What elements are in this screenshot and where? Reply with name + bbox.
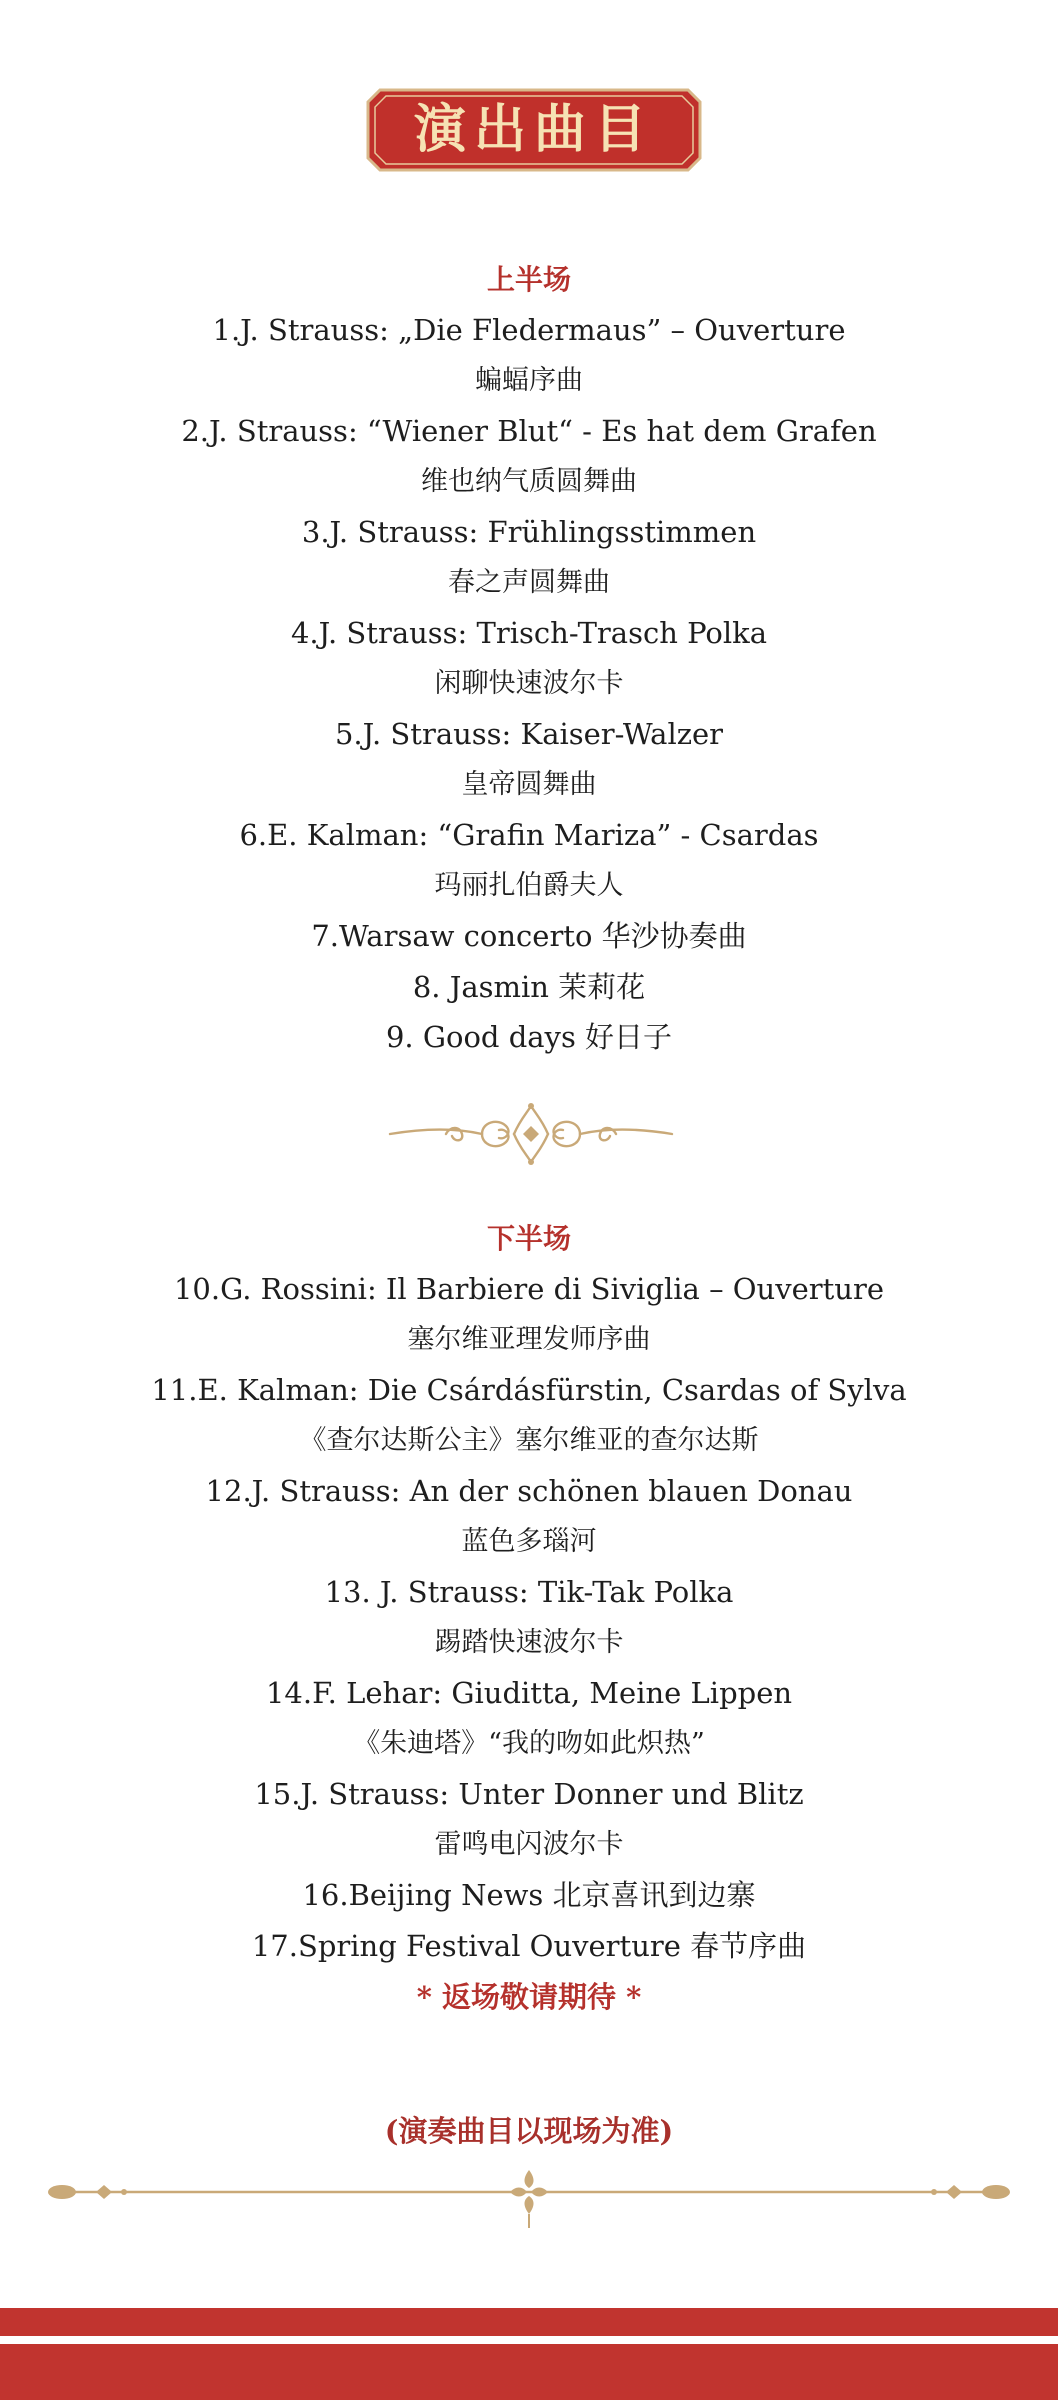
program-item-translation: 皇帝圆舞曲 [461, 768, 597, 800]
program-item: 5.J. Strauss: Kaiser-Walzer [334, 717, 724, 751]
program-item: 7.Warsaw concerto 华沙协奏曲 [311, 919, 747, 953]
program-item-translation: 闲聊快速波尔卡 [434, 667, 624, 699]
program-item-translation: 雷鸣电闪波尔卡 [434, 1828, 624, 1860]
program-item: 9. Good days 好日子 [385, 1020, 673, 1054]
bottom-line-divider [44, 2168, 1014, 2232]
program-item: 15.J. Strauss: Unter Donner und Blitz [254, 1777, 804, 1811]
program-item: 11.E. Kalman: Die Csárdásfürstin, Csardas of Sylva [151, 1373, 907, 1407]
program-item-translation: 蝙蝠序曲 [475, 364, 583, 396]
bottom-stripe-thick [0, 2344, 1058, 2400]
encore-note: * 返场敬请期待 * [416, 1980, 642, 2014]
program-item: 10.G. Rossini: Il Barbiere di Siviglia – Ouverture [173, 1272, 885, 1306]
ornament-divider [386, 1098, 676, 1170]
program-item-translation: 维也纳气质圆舞曲 [421, 465, 637, 497]
program-item-translation: 《查尔达斯公主》塞尔维亚的查尔达斯 [299, 1424, 759, 1456]
first-half-program-list [0, 305, 1058, 1063]
program-item: 17.Spring Festival Ouverture 春节序曲 [251, 1928, 807, 1963]
program-item-translation: 蓝色多瑙河 [461, 1525, 597, 1557]
program-disclaimer: (演奏曲目以现场为准) [384, 2114, 674, 2148]
program-item: 1.J. Strauss: „Die Fledermaus” – Ouverture [212, 313, 846, 347]
page-title: 演出曲目 [413, 99, 654, 160]
bottom-stripe-thin [0, 2308, 1058, 2336]
program-item: 2.J. Strauss: “Wiener Blut“ - Es hat dem Grafen [181, 414, 877, 448]
title-banner [366, 88, 702, 172]
second-half-heading: 下半场 [486, 1222, 571, 1255]
program-item: 8. Jasmin 茉莉花 [412, 969, 646, 1004]
program-item-translation: 玛丽扎伯爵夫人 [434, 869, 624, 901]
first-half-heading: 上半场 [486, 263, 571, 296]
program-item-translation: 塞尔维亚理发师序曲 [407, 1323, 651, 1355]
program-item: 13. J. Strauss: Tik-Tak Polka [324, 1575, 734, 1609]
program-item: 16.Beijing News 北京喜讯到边寨 [302, 1878, 756, 1912]
program-item: 4.J. Strauss: Trisch-Trasch Polka [290, 616, 768, 650]
program-item-translation: 春之声圆舞曲 [448, 566, 610, 598]
program-item: 6.E. Kalman: “Grafin Mariza” - Csardas [239, 818, 819, 852]
program-item-translation: 踢踏快速波尔卡 [434, 1626, 624, 1658]
program-item: 3.J. Strauss: Frühlingsstimmen [301, 515, 757, 549]
program-item: 12.J. Strauss: An der schönen blauen Donau [205, 1474, 853, 1508]
program-item: 14.F. Lehar: Giuditta, Meine Lippen [265, 1676, 793, 1710]
second-half-program-list [0, 1264, 1058, 1971]
program-item-translation: 《朱迪塔》“我的吻如此炽热” [353, 1727, 705, 1759]
